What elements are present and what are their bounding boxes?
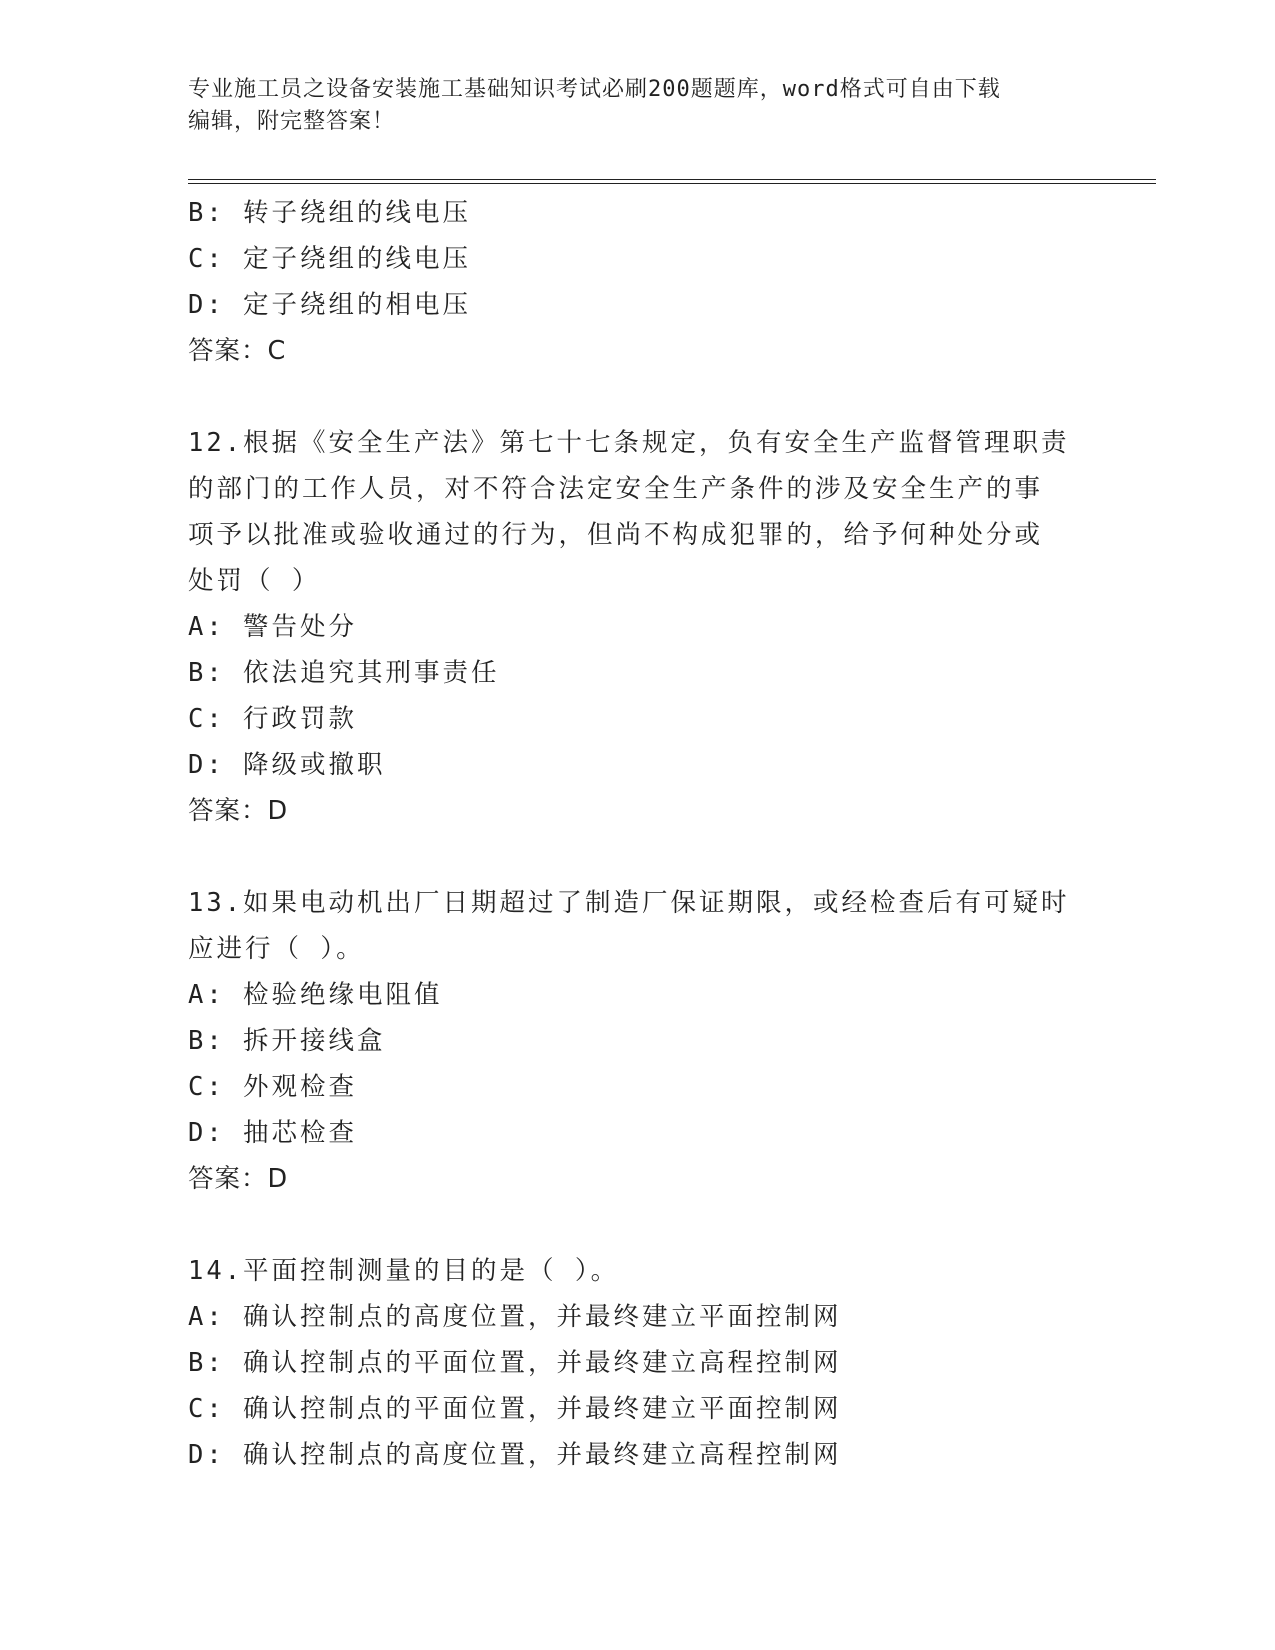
question-spacer xyxy=(188,374,1088,420)
question-stem-line: 的部门的工作人员，对不符合法定安全生产条件的涉及安全生产的事 xyxy=(188,474,1044,504)
question-list xyxy=(188,190,1088,1478)
document-header xyxy=(188,74,1088,138)
header-title-line-2: 编辑，附完整答案！ xyxy=(188,109,396,134)
question-12 xyxy=(188,420,1088,834)
option-d: D: 降级或撤职 xyxy=(188,750,386,780)
answer-line: 答案：C xyxy=(188,336,287,366)
question-spacer xyxy=(188,1202,1088,1248)
header-divider-top xyxy=(188,179,1156,180)
option-c: C: 定子绕组的线电压 xyxy=(188,244,472,274)
option-c: C: 行政罚款 xyxy=(188,704,358,734)
option-d: D: 确认控制点的高度位置，并最终建立高程控制网 xyxy=(188,1440,842,1470)
answer-line: 答案：D xyxy=(188,796,289,826)
option-b: B: 转子绕组的线电压 xyxy=(188,198,472,228)
option-c: C: 外观检查 xyxy=(188,1072,358,1102)
question-14 xyxy=(188,1248,1088,1478)
option-a: A: 警告处分 xyxy=(188,612,358,642)
answer-line: 答案：D xyxy=(188,1164,289,1194)
option-b: B: 拆开接线盒 xyxy=(188,1026,386,1056)
header-title-line-1: 专业施工员之设备安装施工基础知识考试必刷200题题库，word格式可自由下载 xyxy=(188,77,1001,102)
question-stem-line: 应进行（ ）。 xyxy=(188,934,365,964)
option-a: A: 确认控制点的高度位置，并最终建立平面控制网 xyxy=(188,1302,842,1332)
question-11-continuation xyxy=(188,190,1088,374)
option-b: B: 确认控制点的平面位置，并最终建立高程控制网 xyxy=(188,1348,842,1378)
option-b: B: 依法追究其刑事责任 xyxy=(188,658,500,688)
question-stem-line: 14.平面控制测量的目的是（ ）。 xyxy=(188,1256,620,1286)
question-stem-line: 项予以批准或验收通过的行为，但尚不构成犯罪的，给予何种处分或 xyxy=(188,520,1044,550)
question-stem-line: 12.根据《安全生产法》第七十七条规定，负有安全生产监督管理职责 xyxy=(188,428,1070,458)
option-c: C: 确认控制点的平面位置，并最终建立平面控制网 xyxy=(188,1394,842,1424)
header-divider-bottom xyxy=(188,183,1156,184)
question-spacer xyxy=(188,834,1088,880)
option-d: D: 定子绕组的相电压 xyxy=(188,290,472,320)
option-a: A: 检验绝缘电阻值 xyxy=(188,980,443,1010)
question-stem-line: 13.如果电动机出厂日期超过了制造厂保证期限，或经检查后有可疑时 xyxy=(188,888,1070,918)
option-d: D: 抽芯检查 xyxy=(188,1118,358,1148)
question-13 xyxy=(188,880,1088,1202)
question-stem-line: 处罚（ ） xyxy=(188,566,321,596)
